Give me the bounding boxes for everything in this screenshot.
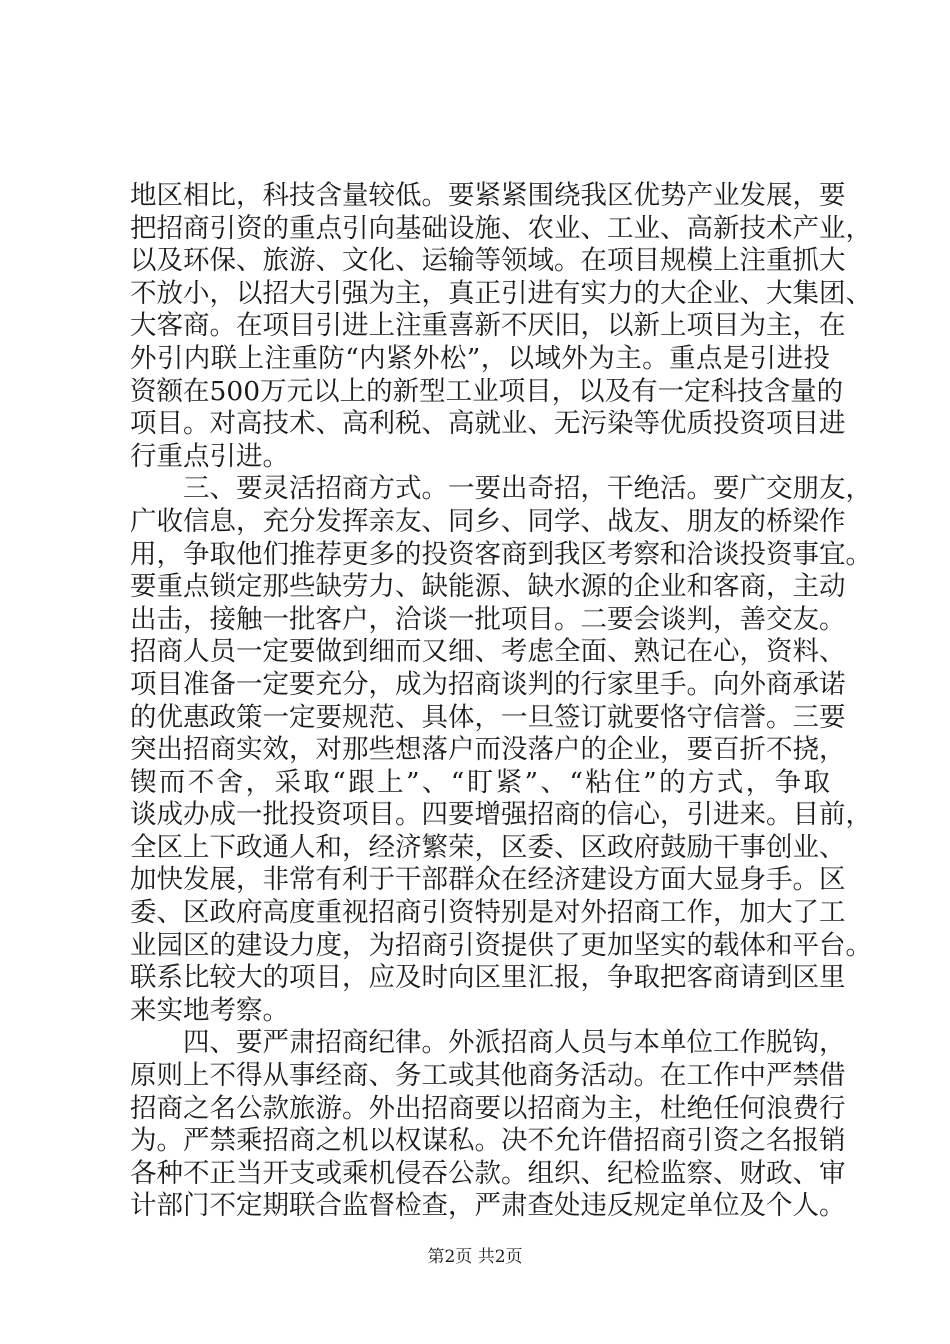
text-line: 招商之名公款旅游。外出招商要以招商为主，杜绝任何浪费行	[130, 1092, 846, 1124]
text-line: 锲而不舍，采取“跟上”、“盯紧”、“粘住”的方式，争取	[130, 766, 830, 798]
text-line: 要重点锁定那些缺劳力、缺能源、缺水源的企业和客商，主动	[130, 571, 846, 603]
paragraph	[130, 1027, 846, 1223]
text-line: 三、要灵活招商方式。一要出奇招，干绝活。要广交朋友，	[183, 473, 872, 505]
paragraph	[130, 180, 872, 473]
text-line: 联系比较大的项目，应及时向区里汇报，争取把客商请到区里	[130, 962, 846, 994]
text-line: 不放小，以招大引强为主，真正引进有实力的大企业、大集团、	[130, 277, 872, 309]
text-line: 加快发展，非常有利于干部群众在经济建设方面大显身手。区	[130, 864, 846, 896]
text-line: 的优惠政策一定要规范、具体，一旦签订就要恪守信誉。三要	[130, 701, 846, 733]
text-line: 业园区的建设力度，为招商引资提供了更加坚实的载体和平台。	[130, 929, 872, 961]
text-line: 资额在500万元以上的新型工业项目，以及有一定科技含量的	[130, 375, 844, 407]
text-line: 原则上不得从事经商、务工或其他商务活动。在工作中严禁借	[130, 1060, 846, 1092]
text-line: 项目。对高技术、高利税、高就业、无污染等优质投资项目进	[130, 408, 846, 440]
text-line: 把招商引资的重点引向基础设施、农业、工业、高新技术产业，	[130, 212, 872, 244]
text-line: 大客商。在项目引进上注重喜新不厌旧，以新上项目为主，在	[130, 310, 846, 342]
text-line: 计部门不定期联合监督检查，严肃查处违反规定单位及个人。	[130, 1190, 846, 1222]
text-line: 行重点引进。	[130, 440, 289, 472]
page-footer: 第2页 共2页	[427, 1247, 523, 1267]
text-line: 外引内联上注重防“内紧外松”，以域外为主。重点是引进投	[130, 342, 830, 374]
text-line: 为。严禁乘招商之机以权谋私。决不允许借招商引资之名报销	[130, 1125, 846, 1157]
text-line: 来实地考察。	[130, 994, 289, 1026]
text-line: 谈成办成一批投资项目。四要增强招商的信心，引进来。目前，	[130, 799, 872, 831]
text-line: 招商人员一定要做到细而又细、考虑全面、熟记在心，资料、	[130, 636, 846, 668]
text-line: 以及环保、旅游、文化、运输等领域。在项目规模上注重抓大	[130, 245, 846, 277]
text-line: 四、要严肃招商纪律。外派招商人员与本单位工作脱钩，	[183, 1027, 846, 1059]
text-line: 全区上下政通人和，经济繁荣，区委、区政府鼓励干事创业、	[130, 831, 846, 863]
text-line: 突出招商实效，对那些想落户而没落户的企业，要百折不挠，	[130, 734, 846, 766]
text-line: 用，争取他们推荐更多的投资客商到我区考察和洽谈投资事宜。	[130, 538, 872, 570]
paragraph	[130, 473, 872, 1027]
text-line: 各种不正当开支或乘机侵吞公款。组织、纪检监察、财政、审	[130, 1157, 846, 1189]
text-line: 广收信息，充分发挥亲友、同乡、同学、战友、朋友的桥梁作	[130, 505, 846, 537]
text-line: 出击，接触一批客户，洽谈一批项目。二要会谈判，善交友。	[130, 603, 846, 635]
text-line: 地区相比，科技含量较低。要紧紧围绕我区优势产业发展，要	[130, 180, 846, 211]
body-text	[130, 180, 872, 1223]
text-line: 委、区政府高度重视招商引资特别是对外招商工作，加大了工	[130, 897, 846, 929]
text-line: 项目准备一定要充分，成为招商谈判的行家里手。向外商承诺	[130, 668, 846, 700]
